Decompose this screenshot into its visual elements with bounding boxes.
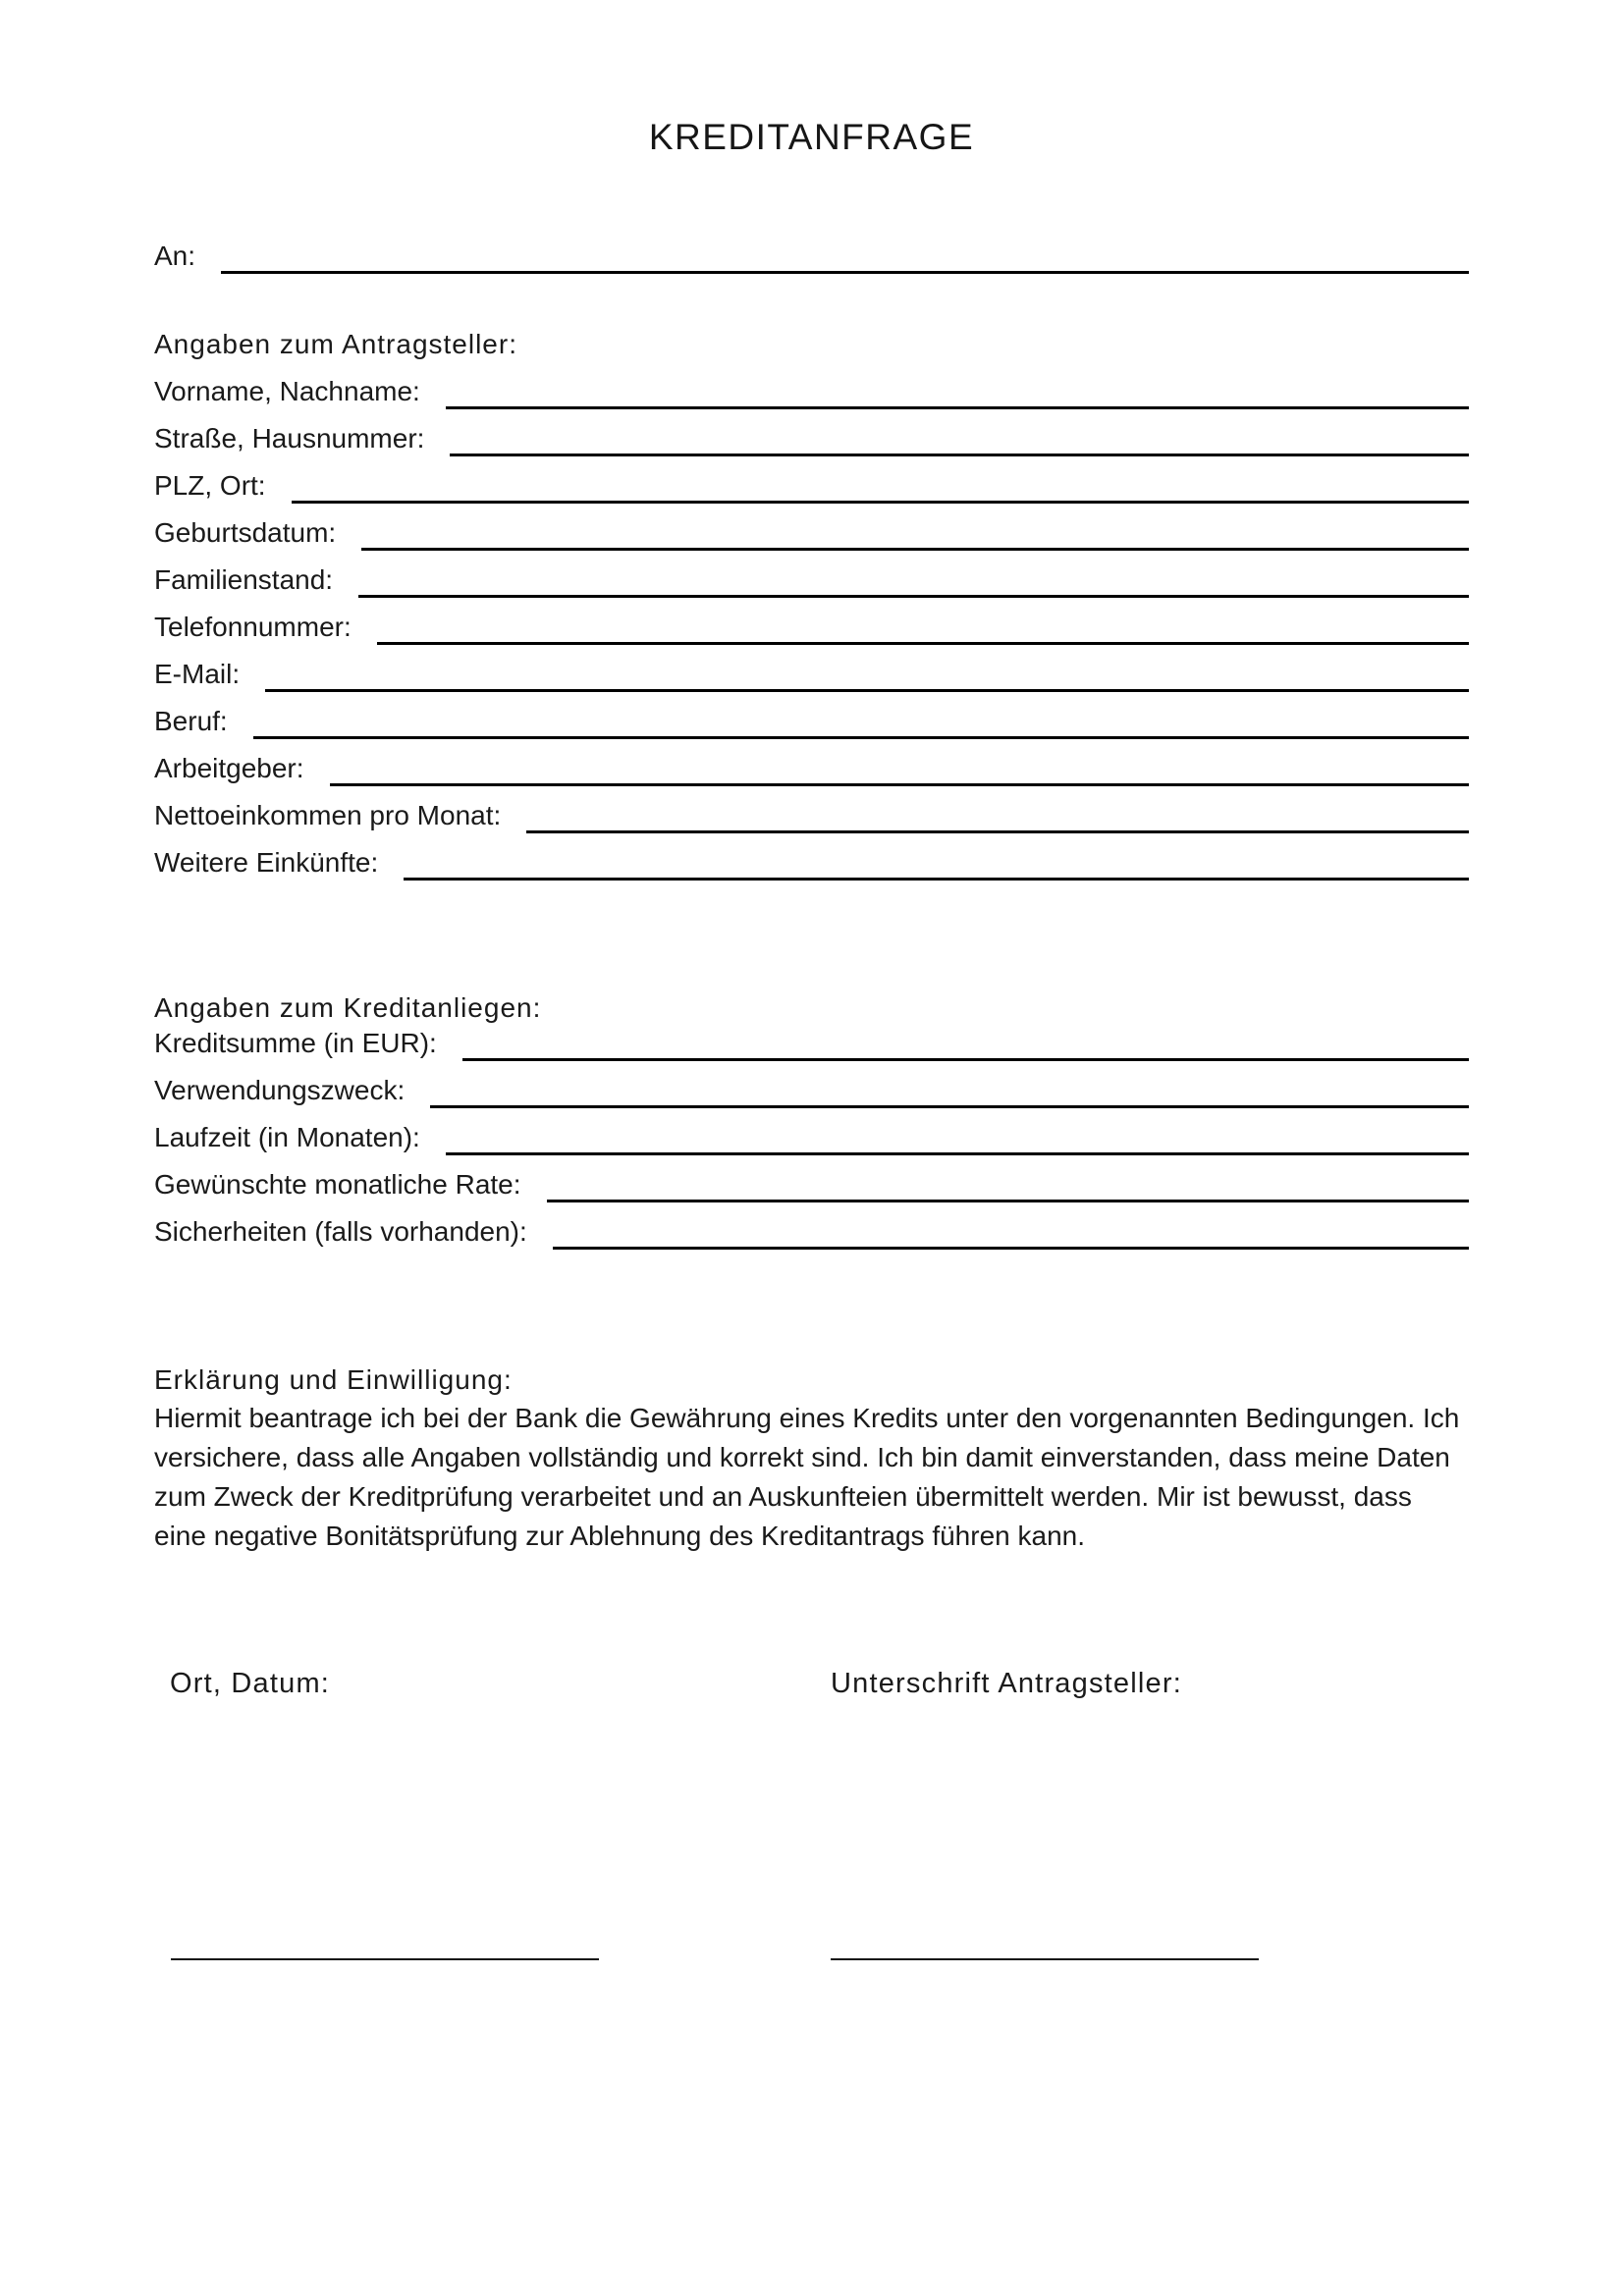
recipient-input-line[interactable]: [221, 240, 1469, 274]
field-row: [154, 1168, 1469, 1215]
recipient-label: An:: [154, 240, 196, 271]
field-label: Laufzeit (in Monaten):: [154, 1122, 420, 1152]
field-row: [154, 422, 1469, 469]
field-label: Telefonnummer:: [154, 612, 352, 642]
field-label: Kreditsumme (in EUR):: [154, 1028, 437, 1058]
field-row: [154, 846, 1469, 893]
field-row: [154, 752, 1469, 799]
field-row: [154, 611, 1469, 658]
field-input-line[interactable]: [430, 1074, 1469, 1108]
field-input-line[interactable]: [446, 1121, 1469, 1155]
declaration-text: Hiermit beantrage ich bei der Bank die Gewährung eines Kredits unter den vorgenannten Bedingungen. Ich versichere, dass alle Angaben vollständig und korrekt sind. Ich bin damit einverstanden, dass meine Daten zum Zweck der Kreditprüfung verarbeitet und an Auskunfteien übermittelt werden. Mir ist bewusst, dass eine negative Bonitätsprüfung zur Ablehnung des Kreditantrags führen kann.: [154, 1403, 1460, 1551]
field-row: [154, 1027, 1469, 1074]
field-label: Nettoeinkommen pro Monat:: [154, 800, 502, 830]
field-input-line[interactable]: [265, 658, 1469, 692]
signature-labels-row: [154, 1668, 1469, 1701]
signature-label: Unterschrift Antragsteller:: [831, 1668, 1182, 1699]
applicant-fields: [154, 375, 1469, 893]
field-input-line[interactable]: [450, 422, 1469, 456]
field-row: [154, 516, 1469, 563]
applicant-section-heading: Angaben zum Antragsteller:: [154, 329, 517, 359]
field-label: Gewünschte monatliche Rate:: [154, 1169, 521, 1200]
field-input-line[interactable]: [358, 563, 1469, 598]
field-label: Sicherheiten (falls vorhanden):: [154, 1216, 527, 1247]
loan-fields: [154, 1027, 1469, 1262]
field-label: Beruf:: [154, 706, 228, 736]
field-label: Familienstand:: [154, 564, 334, 595]
field-input-line[interactable]: [526, 799, 1469, 833]
field-label: Vorname, Nachname:: [154, 376, 420, 406]
field-input-line[interactable]: [377, 611, 1469, 645]
field-row: [154, 1215, 1469, 1262]
signature-lines-row: [154, 1958, 1469, 1962]
field-label: PLZ, Ort:: [154, 470, 266, 501]
field-input-line[interactable]: [553, 1215, 1469, 1250]
declaration-heading: Erklärung und Einwilligung:: [154, 1364, 513, 1395]
field-input-line[interactable]: [330, 752, 1469, 786]
field-input-line[interactable]: [547, 1168, 1469, 1202]
field-row: [154, 469, 1469, 516]
field-label: Weitere Einkünfte:: [154, 847, 379, 878]
field-label: Arbeitgeber:: [154, 753, 304, 783]
field-label: Geburtsdatum:: [154, 517, 337, 548]
recipient-row: [154, 240, 1469, 287]
field-row: [154, 799, 1469, 846]
place-date-signature-line[interactable]: [171, 1958, 599, 1960]
field-row: [154, 658, 1469, 705]
field-input-line[interactable]: [361, 516, 1469, 551]
field-row: [154, 1121, 1469, 1168]
field-input-line[interactable]: [446, 375, 1469, 409]
loan-section-heading: Angaben zum Kreditanliegen:: [154, 992, 542, 1023]
field-input-line[interactable]: [404, 846, 1469, 881]
field-row: [154, 1074, 1469, 1121]
form-title: KREDITANFRAGE: [648, 117, 975, 157]
field-row: [154, 563, 1469, 611]
field-row: [154, 375, 1469, 422]
applicant-signature-line[interactable]: [831, 1958, 1259, 1960]
field-label: Verwendungszweck:: [154, 1075, 406, 1105]
field-input-line[interactable]: [253, 705, 1469, 739]
field-label: E-Mail:: [154, 659, 241, 689]
field-label: Straße, Hausnummer:: [154, 423, 425, 454]
field-input-line[interactable]: [292, 469, 1469, 504]
field-row: [154, 705, 1469, 752]
field-input-line[interactable]: [462, 1027, 1469, 1061]
place-date-label: Ort, Datum:: [170, 1668, 331, 1699]
